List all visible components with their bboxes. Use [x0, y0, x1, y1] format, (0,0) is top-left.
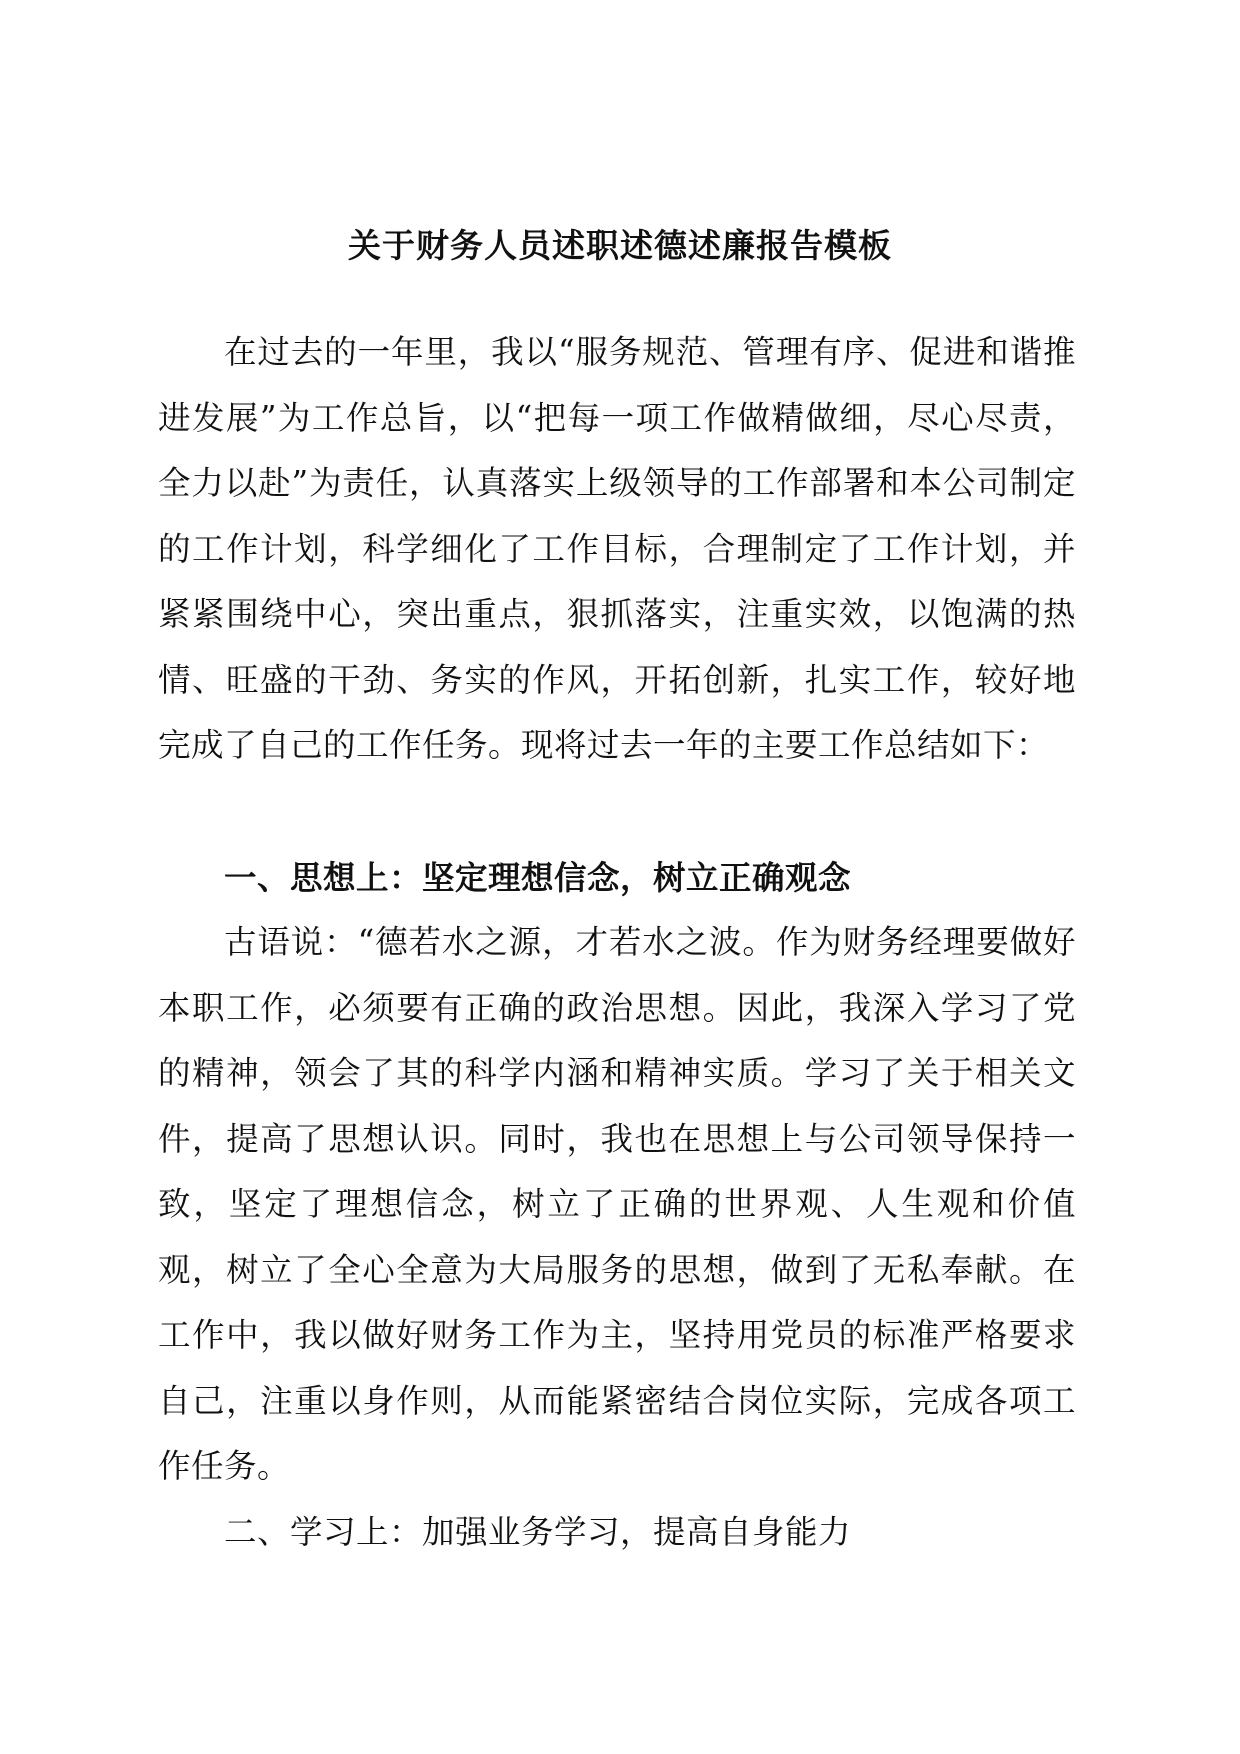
- section-heading-block-2: [158, 1500, 1076, 1566]
- intro-paragraph: 在过去的一年里，我以“服务规范、管理有序、促进和谐推进发展”为工作总旨，以“把每一项工作做精做细，尽心尽责，全力以赴”为责任，认真落实上级领导的工作部署和本公司制定的工作计划，科学细化了工作目标，合理制定了工作计划，并紧紧围绕中心，突出重点，狠抓落实，注重实效，以饱满的热情、旺盛的干劲、务实的作风，开拓创新，扎实工作，较好地完成了自己的工作任务。现将过去一年的主要工作总结如下：: [158, 333, 1076, 764]
- section-heading-2: 二、学习上：加强业务学习，提高自身能力: [224, 1513, 852, 1551]
- section-paragraph-1: 古语说：“德若水之源，才若水之波。作为财务经理要做好本职工作，必须要有正确的政治思想。因此，我深入学习了党的精神，领会了其的科学内涵和精神实质。学习了关于相关文件，提高了思想认识。同时，我也在思想上与公司领导保持一致，坚定了理想信念，树立了正确的世界观、人生观和价值观，树立了全心全意为大局服务的思想，做到了无私奉献。在工作中，我以做好财务工作为主，坚持用党员的标准严格要求自己，注重以身作则，从而能紧密结合岗位实际，完成各项工作任务。: [158, 923, 1076, 1485]
- section-paragraph-block-1: [158, 910, 1076, 1500]
- document-title: 关于财务人员述职述德述廉报告模板: [348, 226, 892, 265]
- intro-paragraph-block: [158, 320, 1076, 779]
- section-heading-block-1: [158, 845, 1076, 911]
- section-heading-1: 一、思想上：坚定理想信念，树立正确观念: [224, 858, 852, 897]
